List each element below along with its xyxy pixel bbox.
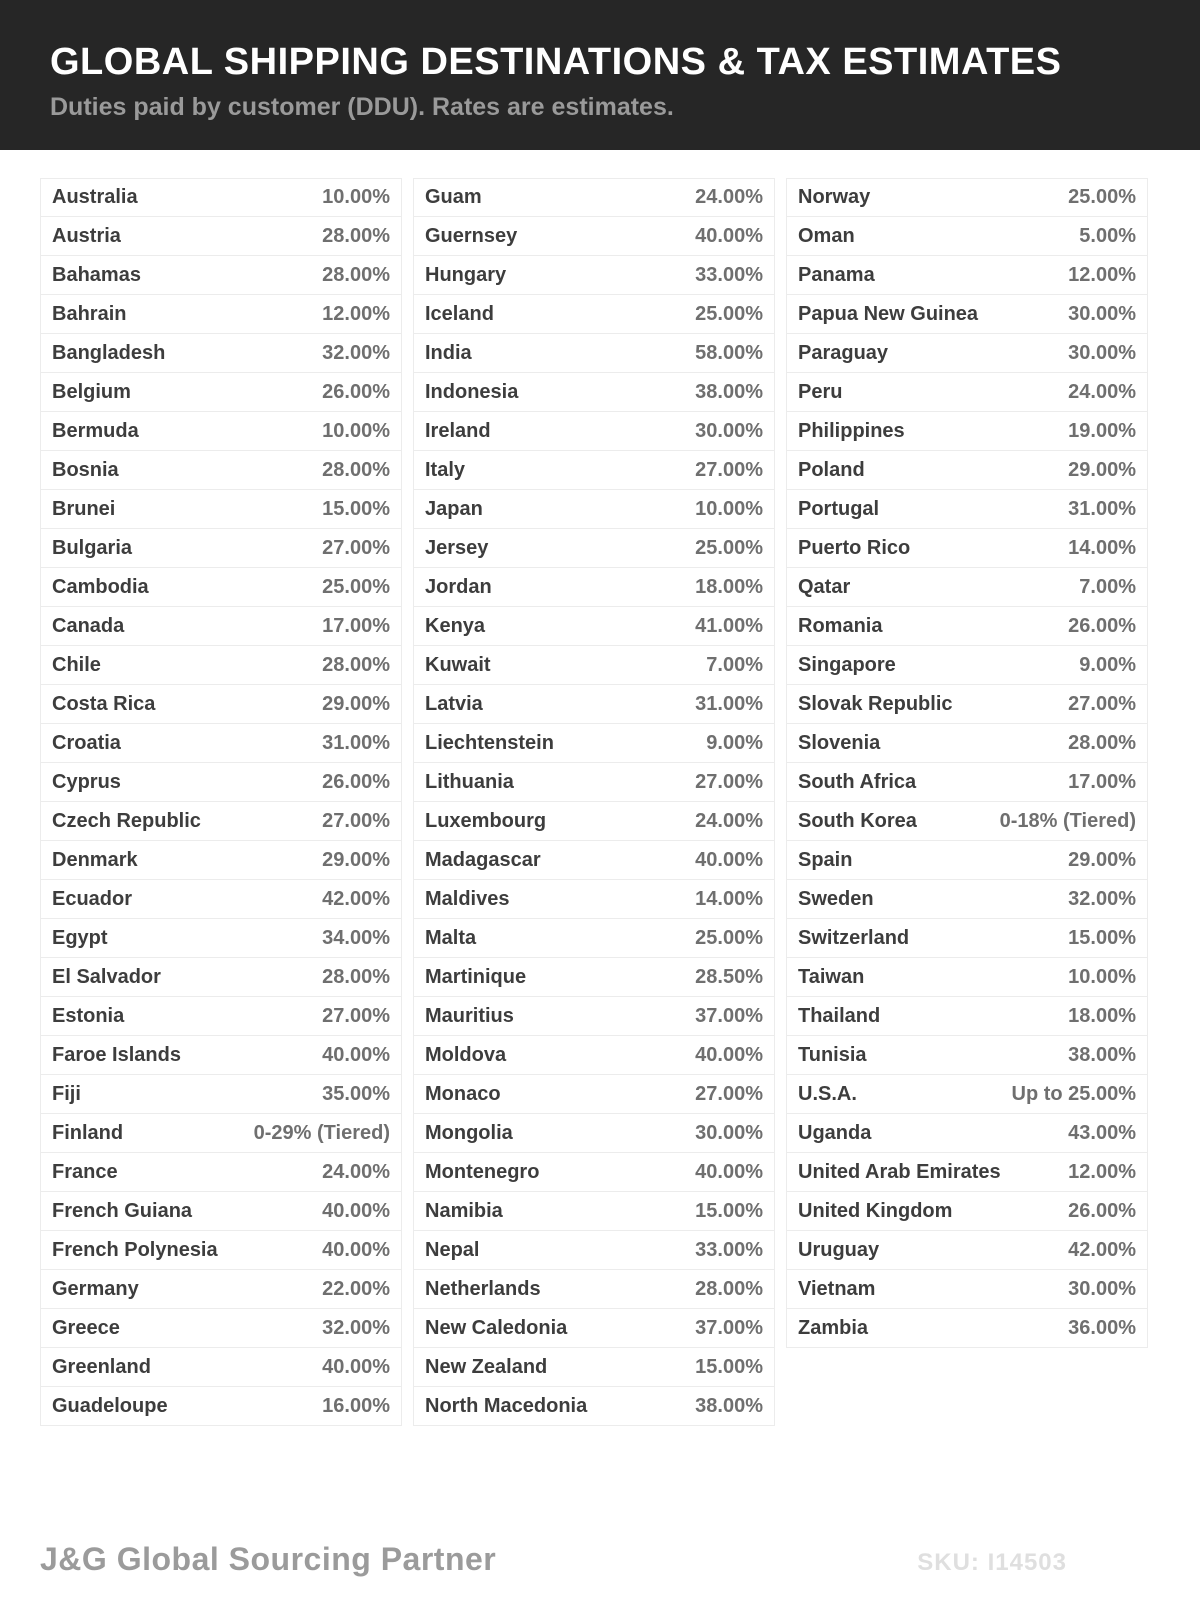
tax-rate: 32.00% xyxy=(322,341,390,364)
tax-rate: 42.00% xyxy=(322,887,390,910)
table-row xyxy=(413,1231,775,1270)
table-row xyxy=(40,1153,402,1192)
tax-rate: 17.00% xyxy=(1068,770,1136,793)
country-name: Greece xyxy=(52,1316,120,1339)
tax-rate: 37.00% xyxy=(695,1004,763,1027)
country-name: Denmark xyxy=(52,848,138,871)
tax-rate: 15.00% xyxy=(695,1355,763,1378)
tax-rate: 30.00% xyxy=(695,419,763,442)
country-name: Maldives xyxy=(425,887,510,910)
country-name: France xyxy=(52,1160,118,1183)
table-row xyxy=(786,763,1148,802)
country-name: Kenya xyxy=(425,614,486,637)
table-row xyxy=(40,763,402,802)
tax-table xyxy=(40,178,1148,1426)
table-row xyxy=(40,1036,402,1075)
country-name: Liechtenstein xyxy=(425,731,554,754)
rate-column xyxy=(786,178,1148,1348)
table-row xyxy=(40,295,402,334)
table-row xyxy=(40,802,402,841)
country-name: Bahamas xyxy=(52,263,141,286)
tax-rate: 32.00% xyxy=(1068,887,1136,910)
tax-rate: 17.00% xyxy=(322,614,390,637)
table-row xyxy=(786,997,1148,1036)
country-name: Jordan xyxy=(425,575,492,598)
country-name: Germany xyxy=(52,1277,139,1300)
country-name: Panama xyxy=(798,263,875,286)
country-name: Paraguay xyxy=(798,341,889,364)
tax-rate: 0-29% (Tiered) xyxy=(253,1121,390,1144)
tax-rate: 40.00% xyxy=(695,848,763,871)
rate-column xyxy=(413,178,775,1426)
country-name: Lithuania xyxy=(425,770,514,793)
table-row xyxy=(413,802,775,841)
tax-rate: 34.00% xyxy=(322,926,390,949)
table-row xyxy=(786,1192,1148,1231)
tax-rate: 9.00% xyxy=(1079,653,1136,676)
page-title: GLOBAL SHIPPING DESTINATIONS & TAX ESTIMATES xyxy=(50,41,1062,83)
tax-rate: 10.00% xyxy=(1068,965,1136,988)
country-name: Philippines xyxy=(798,419,905,442)
tax-rate: 15.00% xyxy=(322,497,390,520)
country-name: Zambia xyxy=(798,1316,869,1339)
country-name: Spain xyxy=(798,848,853,871)
page-footer xyxy=(40,1541,1067,1578)
country-name: Montenegro xyxy=(425,1160,540,1183)
table-row xyxy=(413,490,775,529)
tax-rate: Up to 25.00% xyxy=(1011,1082,1136,1105)
table-row xyxy=(786,685,1148,724)
country-name: Papua New Guinea xyxy=(798,302,979,325)
table-row xyxy=(413,178,775,217)
table-row xyxy=(413,217,775,256)
country-name: French Polynesia xyxy=(52,1238,218,1261)
table-row xyxy=(413,412,775,451)
country-name: Vietnam xyxy=(798,1277,876,1300)
tax-rate: 24.00% xyxy=(695,186,763,208)
tax-rate: 12.00% xyxy=(1068,263,1136,286)
tax-rate: 27.00% xyxy=(1068,692,1136,715)
tax-rate: 40.00% xyxy=(322,1199,390,1222)
country-name: Brunei xyxy=(52,497,116,520)
country-name: Bosnia xyxy=(52,458,119,481)
tax-rate: 10.00% xyxy=(322,186,390,208)
country-name: Indonesia xyxy=(425,380,519,403)
tax-rate: 31.00% xyxy=(322,731,390,754)
country-name: Guernsey xyxy=(425,224,518,247)
country-name: Namibia xyxy=(425,1199,503,1222)
tax-rate: 38.00% xyxy=(695,1394,763,1417)
tax-rate: 30.00% xyxy=(695,1121,763,1144)
tax-rate: 29.00% xyxy=(1068,848,1136,871)
country-name: Nepal xyxy=(425,1238,480,1261)
tax-rate: 28.00% xyxy=(322,965,390,988)
tax-rate: 25.00% xyxy=(695,536,763,559)
table-row xyxy=(786,295,1148,334)
table-row xyxy=(786,1231,1148,1270)
country-name: Thailand xyxy=(798,1004,881,1027)
country-name: Belgium xyxy=(52,380,131,403)
table-row xyxy=(413,295,775,334)
table-row xyxy=(786,178,1148,217)
table-row xyxy=(786,1270,1148,1309)
tax-rate: 25.00% xyxy=(695,302,763,325)
table-row xyxy=(40,919,402,958)
country-name: Slovak Republic xyxy=(798,692,953,715)
country-name: Taiwan xyxy=(798,965,865,988)
table-row xyxy=(40,529,402,568)
country-name: South Africa xyxy=(798,770,917,793)
country-name: Sweden xyxy=(798,887,874,910)
country-name: Luxembourg xyxy=(425,809,547,832)
country-name: U.S.A. xyxy=(798,1082,857,1105)
tax-rate: 41.00% xyxy=(695,614,763,637)
country-name: India xyxy=(425,341,472,364)
tax-rate: 29.00% xyxy=(1068,458,1136,481)
tax-rate: 30.00% xyxy=(1068,1277,1136,1300)
table-row xyxy=(786,373,1148,412)
brand-name: J&G Global Sourcing Partner xyxy=(40,1541,497,1577)
table-row xyxy=(40,1075,402,1114)
tax-rate: 40.00% xyxy=(322,1355,390,1378)
table-row xyxy=(413,1075,775,1114)
tax-rate: 22.00% xyxy=(322,1277,390,1300)
tax-rate: 26.00% xyxy=(1068,614,1136,637)
table-row xyxy=(413,1153,775,1192)
table-row xyxy=(786,1075,1148,1114)
table-row xyxy=(413,724,775,763)
tax-rate: 40.00% xyxy=(695,1160,763,1183)
country-name: Uganda xyxy=(798,1121,872,1144)
country-name: Estonia xyxy=(52,1004,125,1027)
tax-rate: 32.00% xyxy=(322,1316,390,1339)
country-name: Faroe Islands xyxy=(52,1043,181,1066)
country-name: Austria xyxy=(52,224,121,247)
table-row xyxy=(413,958,775,997)
tax-rate: 33.00% xyxy=(695,263,763,286)
country-name: Cyprus xyxy=(52,770,121,793)
tax-rate: 58.00% xyxy=(695,341,763,364)
tax-rate: 27.00% xyxy=(695,770,763,793)
table-row xyxy=(40,1231,402,1270)
country-name: Qatar xyxy=(798,575,851,598)
rate-column xyxy=(40,178,402,1426)
table-row xyxy=(40,724,402,763)
country-name: Mauritius xyxy=(425,1004,514,1027)
country-name: Croatia xyxy=(52,731,121,754)
table-row xyxy=(40,880,402,919)
country-name: Iceland xyxy=(425,302,494,325)
tax-rate: 18.00% xyxy=(695,575,763,598)
page-header xyxy=(0,0,1200,150)
sku-label: SKU: I14503 xyxy=(917,1549,1067,1576)
table-row xyxy=(413,1387,775,1426)
country-name: Costa Rica xyxy=(52,692,156,715)
tax-rate: 30.00% xyxy=(1068,302,1136,325)
table-row xyxy=(413,1348,775,1387)
country-name: Hungary xyxy=(425,263,507,286)
table-row xyxy=(786,490,1148,529)
tax-rate: 26.00% xyxy=(322,380,390,403)
table-row xyxy=(786,880,1148,919)
tax-rate: 43.00% xyxy=(1068,1121,1136,1144)
table-row xyxy=(413,685,775,724)
table-row xyxy=(413,1036,775,1075)
tax-rate: 28.50% xyxy=(695,965,763,988)
tax-rate: 40.00% xyxy=(322,1043,390,1066)
table-row xyxy=(413,334,775,373)
country-name: Portugal xyxy=(798,497,880,520)
tax-rate: 25.00% xyxy=(695,926,763,949)
country-name: Switzerland xyxy=(798,926,910,949)
table-row xyxy=(786,1309,1148,1348)
table-row xyxy=(786,217,1148,256)
tax-rate: 26.00% xyxy=(1068,1199,1136,1222)
table-row xyxy=(786,802,1148,841)
table-row xyxy=(40,1387,402,1426)
country-name: Slovenia xyxy=(798,731,881,754)
tax-rate: 28.00% xyxy=(322,458,390,481)
table-row xyxy=(413,373,775,412)
tax-rate: 0-18% (Tiered) xyxy=(999,809,1136,832)
table-row xyxy=(40,490,402,529)
table-row xyxy=(786,334,1148,373)
country-name: Madagascar xyxy=(425,848,541,871)
tax-rate: 12.00% xyxy=(322,302,390,325)
table-row xyxy=(40,1114,402,1153)
country-name: Canada xyxy=(52,614,125,637)
tax-rate: 25.00% xyxy=(322,575,390,598)
tax-rate: 14.00% xyxy=(1068,536,1136,559)
table-row xyxy=(786,1114,1148,1153)
country-name: Finland xyxy=(52,1121,124,1144)
tax-rate: 28.00% xyxy=(322,263,390,286)
tax-rate: 38.00% xyxy=(695,380,763,403)
country-name: Bermuda xyxy=(52,419,139,442)
table-row xyxy=(786,1153,1148,1192)
tax-rate: 18.00% xyxy=(1068,1004,1136,1027)
table-row xyxy=(413,1114,775,1153)
country-name: Greenland xyxy=(52,1355,151,1378)
country-name: Netherlands xyxy=(425,1277,541,1300)
table-row xyxy=(40,256,402,295)
country-name: Guadeloupe xyxy=(52,1394,168,1417)
tax-rate: 10.00% xyxy=(322,419,390,442)
country-name: Norway xyxy=(798,186,871,208)
country-name: El Salvador xyxy=(52,965,161,988)
country-name: Singapore xyxy=(798,653,896,676)
country-name: Ireland xyxy=(425,419,491,442)
table-row xyxy=(786,412,1148,451)
table-row xyxy=(786,958,1148,997)
country-name: Kuwait xyxy=(425,653,491,676)
tax-rate: 28.00% xyxy=(1068,731,1136,754)
table-row xyxy=(413,841,775,880)
country-name: French Guiana xyxy=(52,1199,193,1222)
tax-rate: 35.00% xyxy=(322,1082,390,1105)
table-row xyxy=(40,334,402,373)
table-row xyxy=(413,646,775,685)
country-name: United Arab Emirates xyxy=(798,1160,1001,1183)
tax-rate: 27.00% xyxy=(322,536,390,559)
country-name: Fiji xyxy=(52,1082,81,1105)
tax-rate: 33.00% xyxy=(695,1238,763,1261)
country-name: Oman xyxy=(798,224,855,247)
tax-rate: 40.00% xyxy=(695,224,763,247)
country-name: Bulgaria xyxy=(52,536,133,559)
country-name: Chile xyxy=(52,653,101,676)
country-name: Czech Republic xyxy=(52,809,201,832)
country-name: Cambodia xyxy=(52,575,149,598)
country-name: Mongolia xyxy=(425,1121,513,1144)
table-row xyxy=(40,1309,402,1348)
tax-rate: 9.00% xyxy=(706,731,763,754)
tax-rate: 31.00% xyxy=(1068,497,1136,520)
table-row xyxy=(786,724,1148,763)
table-row xyxy=(413,880,775,919)
country-name: Ecuador xyxy=(52,887,133,910)
table-row xyxy=(40,568,402,607)
tax-rate: 25.00% xyxy=(1068,186,1136,208)
table-row xyxy=(40,841,402,880)
tax-rate: 28.00% xyxy=(322,224,390,247)
table-row xyxy=(40,1192,402,1231)
tax-rate: 40.00% xyxy=(695,1043,763,1066)
country-name: Guam xyxy=(425,186,482,208)
country-name: Egypt xyxy=(52,926,108,949)
country-name: Italy xyxy=(425,458,466,481)
country-name: South Korea xyxy=(798,809,917,832)
country-name: Poland xyxy=(798,458,865,481)
country-name: Puerto Rico xyxy=(798,536,911,559)
table-row xyxy=(413,1192,775,1231)
tax-rate: 12.00% xyxy=(1068,1160,1136,1183)
table-row xyxy=(786,529,1148,568)
table-row xyxy=(40,412,402,451)
table-row xyxy=(413,256,775,295)
table-row xyxy=(413,919,775,958)
table-row xyxy=(786,646,1148,685)
country-name: Martinique xyxy=(425,965,527,988)
tax-rate: 40.00% xyxy=(322,1238,390,1261)
country-name: Japan xyxy=(425,497,483,520)
tax-rate: 26.00% xyxy=(322,770,390,793)
table-row xyxy=(413,607,775,646)
tax-rate: 31.00% xyxy=(695,692,763,715)
table-row xyxy=(413,997,775,1036)
tax-rate: 38.00% xyxy=(1068,1043,1136,1066)
country-name: Bangladesh xyxy=(52,341,166,364)
tax-rate: 24.00% xyxy=(1068,380,1136,403)
country-name: Moldova xyxy=(425,1043,507,1066)
tax-rate: 7.00% xyxy=(706,653,763,676)
tax-rate: 29.00% xyxy=(322,848,390,871)
table-row xyxy=(786,841,1148,880)
table-row xyxy=(40,178,402,217)
tax-rate: 27.00% xyxy=(695,1082,763,1105)
country-name: Malta xyxy=(425,926,477,949)
country-name: United Kingdom xyxy=(798,1199,953,1222)
table-row xyxy=(40,451,402,490)
page-subtitle: Duties paid by customer (DDU). Rates are estimates. xyxy=(50,92,674,121)
tax-rate: 28.00% xyxy=(322,653,390,676)
table-row xyxy=(40,373,402,412)
tax-rate: 19.00% xyxy=(1068,419,1136,442)
country-name: Uruguay xyxy=(798,1238,880,1261)
country-name: Australia xyxy=(52,186,138,208)
tax-rate: 29.00% xyxy=(322,692,390,715)
country-name: Peru xyxy=(798,380,843,403)
tax-rate: 30.00% xyxy=(1068,341,1136,364)
table-row xyxy=(40,217,402,256)
table-row xyxy=(40,1270,402,1309)
tax-rate: 28.00% xyxy=(695,1277,763,1300)
table-row xyxy=(413,1309,775,1348)
tax-rate: 36.00% xyxy=(1068,1316,1136,1339)
table-row xyxy=(413,568,775,607)
tax-rate: 42.00% xyxy=(1068,1238,1136,1261)
table-row xyxy=(40,646,402,685)
tax-rate: 16.00% xyxy=(322,1394,390,1417)
tax-rate: 10.00% xyxy=(695,497,763,520)
tax-rate: 15.00% xyxy=(695,1199,763,1222)
country-name: Jersey xyxy=(425,536,489,559)
table-row xyxy=(786,919,1148,958)
table-row xyxy=(413,763,775,802)
table-row xyxy=(40,958,402,997)
table-row xyxy=(786,568,1148,607)
table-row xyxy=(786,607,1148,646)
table-row xyxy=(40,607,402,646)
table-row xyxy=(786,451,1148,490)
tax-rate: 37.00% xyxy=(695,1316,763,1339)
tax-rate: 27.00% xyxy=(695,458,763,481)
table-row xyxy=(413,529,775,568)
tax-rate: 7.00% xyxy=(1079,575,1136,598)
country-name: Monaco xyxy=(425,1082,501,1105)
tax-rate: 24.00% xyxy=(322,1160,390,1183)
country-name: Bahrain xyxy=(52,302,127,325)
tax-rate: 24.00% xyxy=(695,809,763,832)
table-row xyxy=(786,256,1148,295)
country-name: Latvia xyxy=(425,692,483,715)
table-row xyxy=(413,451,775,490)
table-row xyxy=(786,1036,1148,1075)
table-row xyxy=(40,1348,402,1387)
tax-rate: 27.00% xyxy=(322,1004,390,1027)
table-row xyxy=(40,997,402,1036)
country-name: North Macedonia xyxy=(425,1394,588,1417)
country-name: New Caledonia xyxy=(425,1316,568,1339)
tax-rate: 14.00% xyxy=(695,887,763,910)
table-row xyxy=(40,685,402,724)
tax-rate: 27.00% xyxy=(322,809,390,832)
tax-rate: 5.00% xyxy=(1079,224,1136,247)
table-row xyxy=(413,1270,775,1309)
tax-rate: 15.00% xyxy=(1068,926,1136,949)
country-name: Romania xyxy=(798,614,883,637)
country-name: New Zealand xyxy=(425,1355,548,1378)
country-name: Tunisia xyxy=(798,1043,867,1066)
